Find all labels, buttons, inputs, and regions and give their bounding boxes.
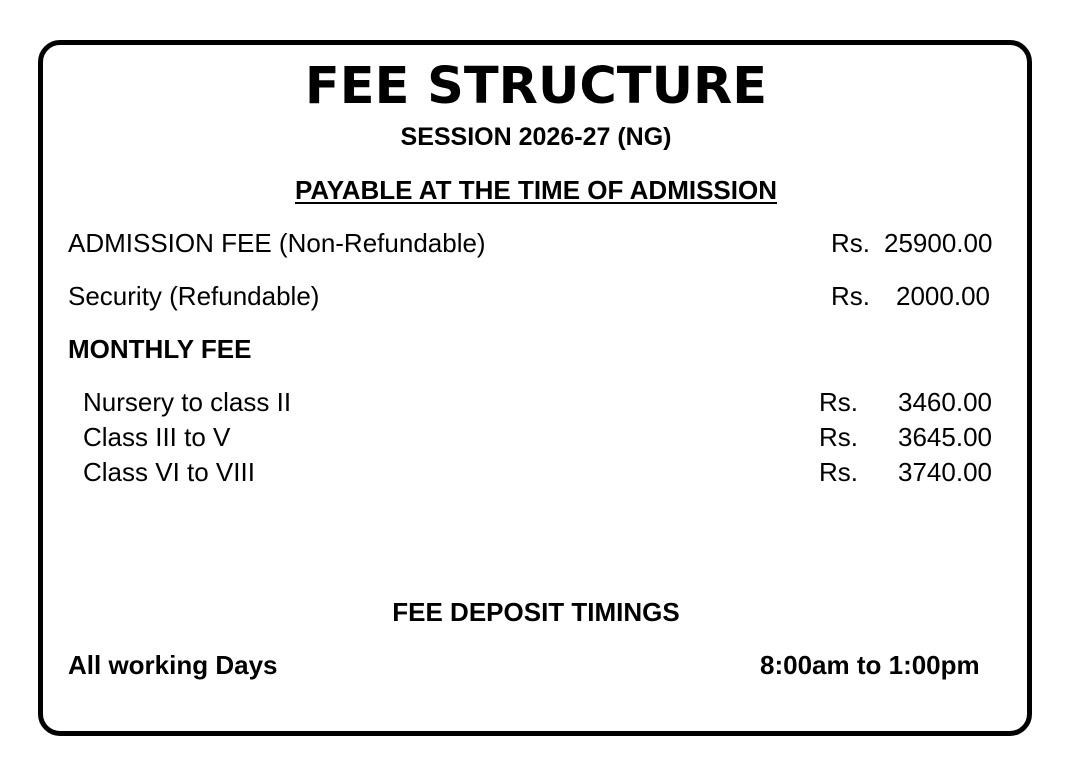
session-subtitle: SESSION 2026-27 (NG) — [400, 123, 672, 151]
timings-hours: 8:00am to 1:00pm — [760, 650, 980, 680]
timings-days: All working Days — [68, 650, 278, 680]
monthly-row-amount: 3460.00 — [898, 387, 992, 417]
monthly-row-label: Nursery to class II — [83, 387, 292, 417]
admission-fee-amount: 25900.00 — [884, 228, 993, 258]
payable-heading — [0, 174, 1072, 206]
admission-fee-label: ADMISSION FEE (Non-Refundable) — [68, 228, 486, 258]
security-amount: 2000.00 — [896, 281, 990, 311]
document-title: FEE STRUCTURE — [304, 57, 768, 116]
timings-heading: FEE DEPOSIT TIMINGS — [392, 597, 680, 627]
monthly-row-label: Class III to V — [83, 422, 231, 452]
monthly-row-currency: Rs. — [819, 422, 858, 452]
monthly-fee-heading: MONTHLY FEE — [68, 334, 252, 364]
monthly-row-currency: Rs. — [819, 457, 858, 487]
monthly-row-label: Class VI to VIII — [83, 457, 255, 487]
monthly-row-amount: 3740.00 — [898, 457, 992, 487]
payable-heading-text: PAYABLE AT THE TIME OF ADMISSION — [294, 175, 777, 205]
monthly-row-currency: Rs. — [819, 387, 858, 417]
monthly-row-amount: 3645.00 — [898, 422, 992, 452]
admission-fee-currency: Rs. — [831, 228, 870, 258]
security-label: Security (Refundable) — [68, 281, 320, 311]
security-currency: Rs. — [831, 281, 870, 311]
